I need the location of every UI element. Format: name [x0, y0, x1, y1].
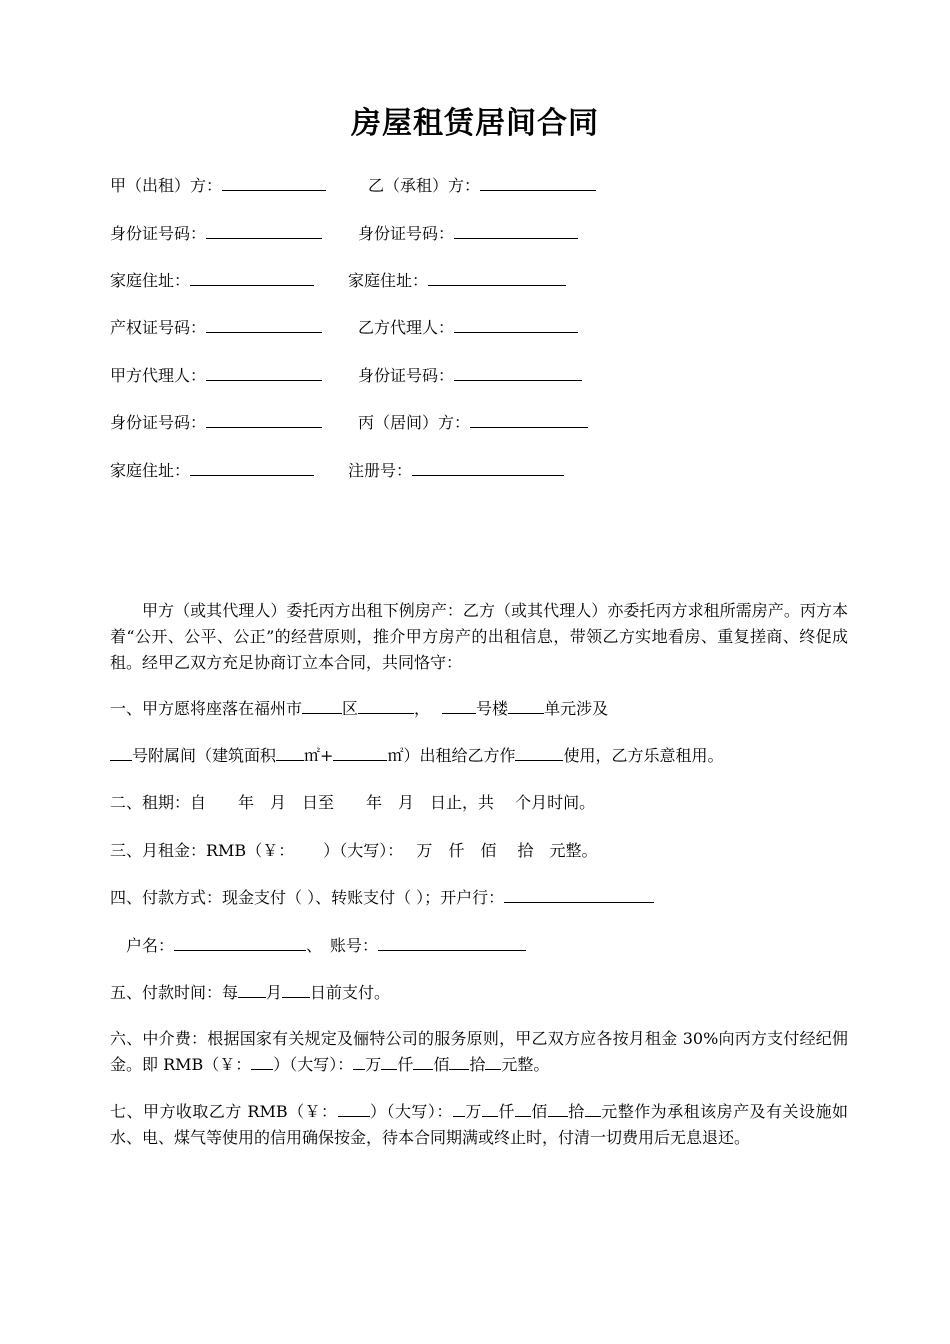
address-field-2	[348, 269, 566, 293]
id-label-2: 身份证号码：	[358, 224, 455, 243]
party-c-blank[interactable]	[470, 411, 588, 428]
clause-1-cont-text-d: 使用，乙方乐意租用。	[563, 746, 724, 765]
id-field-4	[110, 411, 322, 435]
unit-blank[interactable]	[508, 697, 544, 714]
clause-6-text-f: 拾	[469, 1055, 486, 1074]
clause-7	[110, 1099, 848, 1151]
party-b-blank[interactable]	[480, 174, 596, 191]
address-blank-3[interactable]	[190, 459, 314, 476]
id-blank-3[interactable]	[454, 364, 582, 381]
party-b-field	[368, 174, 596, 198]
account-name-label: 户名：	[126, 936, 175, 955]
clause-5-text-c: 日前支付。	[310, 983, 391, 1002]
pay-month-blank[interactable]	[238, 981, 266, 998]
clause-1-continued	[110, 744, 850, 768]
building-blank[interactable]	[442, 697, 476, 714]
area-blank-2[interactable]	[333, 744, 387, 761]
address-field-3	[110, 459, 314, 483]
party-a-field	[110, 174, 326, 198]
intro-paragraph: 甲方（或其代理人）委托丙方出租下例房产：乙方（或其代理人）亦委托丙方求租所需房产。丙方本着“公开、公平、公正”的经营原则，推介甲方房产的出租信息，带领乙方实地看房、重复搓商、终促成租。经甲乙双方充足协商订立本合同，共同恪守：	[110, 601, 848, 672]
account-name-blank[interactable]	[174, 934, 306, 951]
deposit-bai-blank[interactable]	[515, 1100, 531, 1117]
reg-no-label: 注册号：	[348, 461, 413, 480]
commission-wan-blank[interactable]	[353, 1053, 365, 1070]
id-field-1	[110, 222, 322, 246]
address-label-3: 家庭住址：	[110, 461, 191, 480]
clause-3: 三、月租金：RMB（￥： ）（大写）： 万 仟 佰 拾 元整。	[110, 841, 598, 860]
clause-6-text-a: 六、中介费：根据国家有关规定及俪特公司的服务原则，甲乙双方应各按月租金 30%向丙方支付经纪佣金。即 RMB（￥：	[110, 1029, 848, 1074]
clause-1-text-c: ，	[414, 699, 431, 718]
street-blank[interactable]	[358, 697, 414, 714]
address-blank-2[interactable]	[428, 269, 566, 286]
id-field-3	[358, 364, 582, 388]
document-title: 房屋租赁居间合同	[351, 106, 599, 141]
address-blank-1[interactable]	[190, 269, 314, 286]
usage-blank[interactable]	[515, 744, 563, 761]
clause-5-text-a: 五、付款时间：每	[110, 983, 239, 1002]
clause-1	[110, 697, 850, 721]
deposit-qian-blank[interactable]	[482, 1100, 498, 1117]
reg-no-blank[interactable]	[412, 459, 564, 476]
clause-4-text: 四、付款方式：现金支付（ ）、转账支付（ ）；开户行：	[110, 888, 505, 907]
id-label-3: 身份证号码：	[358, 366, 455, 385]
party-c-field	[358, 411, 588, 435]
address-field-1	[110, 269, 314, 293]
clause-6-text-b: ）（大写）：	[273, 1055, 354, 1074]
a-agent-blank[interactable]	[206, 364, 322, 381]
clause-1-cont-text-c: ㎡）出租给乙方作	[387, 746, 516, 765]
b-agent-field	[358, 316, 578, 340]
a-agent-label: 甲方代理人：	[110, 366, 207, 385]
b-agent-label: 乙方代理人：	[358, 318, 455, 337]
party-a-label: 甲（出租）方：	[110, 176, 223, 195]
clause-1-text-e: 单元涉及	[544, 699, 609, 718]
clause-7-text-e: 佰	[530, 1102, 548, 1121]
party-a-blank[interactable]	[222, 174, 326, 191]
clause-7-text-c: 万	[464, 1102, 482, 1121]
clause-7-text-b: ）（大写）：	[369, 1102, 453, 1121]
room-blank[interactable]	[110, 744, 132, 761]
address-label-2: 家庭住址：	[348, 271, 429, 290]
commission-shi-blank[interactable]	[449, 1053, 469, 1070]
id-blank-1[interactable]	[206, 222, 322, 239]
party-c-label: 丙（居间）方：	[358, 413, 471, 432]
id-label-4: 身份证号码：	[110, 413, 207, 432]
clause-7-text-f: 拾	[567, 1102, 585, 1121]
clause-4	[110, 886, 850, 910]
pay-day-blank[interactable]	[282, 981, 310, 998]
clause-5-text-b: 月	[266, 983, 283, 1002]
deposit-wan-blank[interactable]	[453, 1100, 465, 1117]
clause-1-cont-text-b: ㎡+	[304, 746, 334, 765]
clause-6-text-d: 仟	[397, 1055, 414, 1074]
clause-6	[110, 1026, 848, 1078]
bank-blank[interactable]	[504, 886, 654, 903]
clause-7-text-g: 元整作为承租该房产及有关设施如水、电、煤气等使用的信用确保按金，待本合同期满或终止时，付清一切费用后无息退还。	[110, 1102, 848, 1147]
deposit-shi-blank[interactable]	[548, 1100, 568, 1117]
clause-5	[110, 981, 850, 1005]
account-no-blank[interactable]	[378, 934, 526, 951]
clause-1-text-b: 区	[342, 699, 359, 718]
reg-no-field	[348, 459, 564, 483]
commission-bai-blank[interactable]	[413, 1053, 433, 1070]
clause-1-text-d: 号楼	[476, 699, 509, 718]
b-agent-blank[interactable]	[454, 316, 578, 333]
clause-1-cont-text-a: 号附属间（建筑面积	[132, 746, 277, 765]
commission-yuan-blank[interactable]	[485, 1053, 501, 1070]
clause-7-text-a: 七、甲方收取乙方 RMB（￥：	[110, 1102, 338, 1121]
clause-6-text-g: 元整。	[501, 1055, 550, 1074]
deposit-amount-blank[interactable]	[338, 1100, 370, 1117]
area-blank-1[interactable]	[276, 744, 304, 761]
clause-1-text-a: 一、甲方愿将座落在福州市	[110, 699, 303, 718]
a-agent-field	[110, 364, 322, 388]
clause-7-text-d: 仟	[497, 1102, 515, 1121]
id-label-1: 身份证号码：	[110, 224, 207, 243]
clause-2: 二、租期：自 年 月 日至 年 月 日止，共 个月时间。	[110, 793, 596, 812]
party-b-label: 乙（承租）方：	[368, 176, 481, 195]
deposit-yuan-blank[interactable]	[585, 1100, 601, 1117]
clause-6-text-e: 佰	[433, 1055, 450, 1074]
district-blank[interactable]	[302, 697, 342, 714]
clause-6-text-c: 万	[365, 1055, 382, 1074]
commission-amount-blank[interactable]	[251, 1053, 273, 1070]
property-cert-label: 产权证号码：	[110, 318, 207, 337]
property-cert-blank[interactable]	[206, 316, 322, 333]
clause-4-continued	[126, 934, 866, 958]
commission-qian-blank[interactable]	[381, 1053, 397, 1070]
address-label-1: 家庭住址：	[110, 271, 191, 290]
id-blank-4[interactable]	[206, 411, 322, 428]
id-blank-2[interactable]	[454, 222, 578, 239]
property-cert-field	[110, 316, 322, 340]
account-no-label: 、 账号：	[306, 936, 379, 955]
id-field-2	[358, 222, 578, 246]
